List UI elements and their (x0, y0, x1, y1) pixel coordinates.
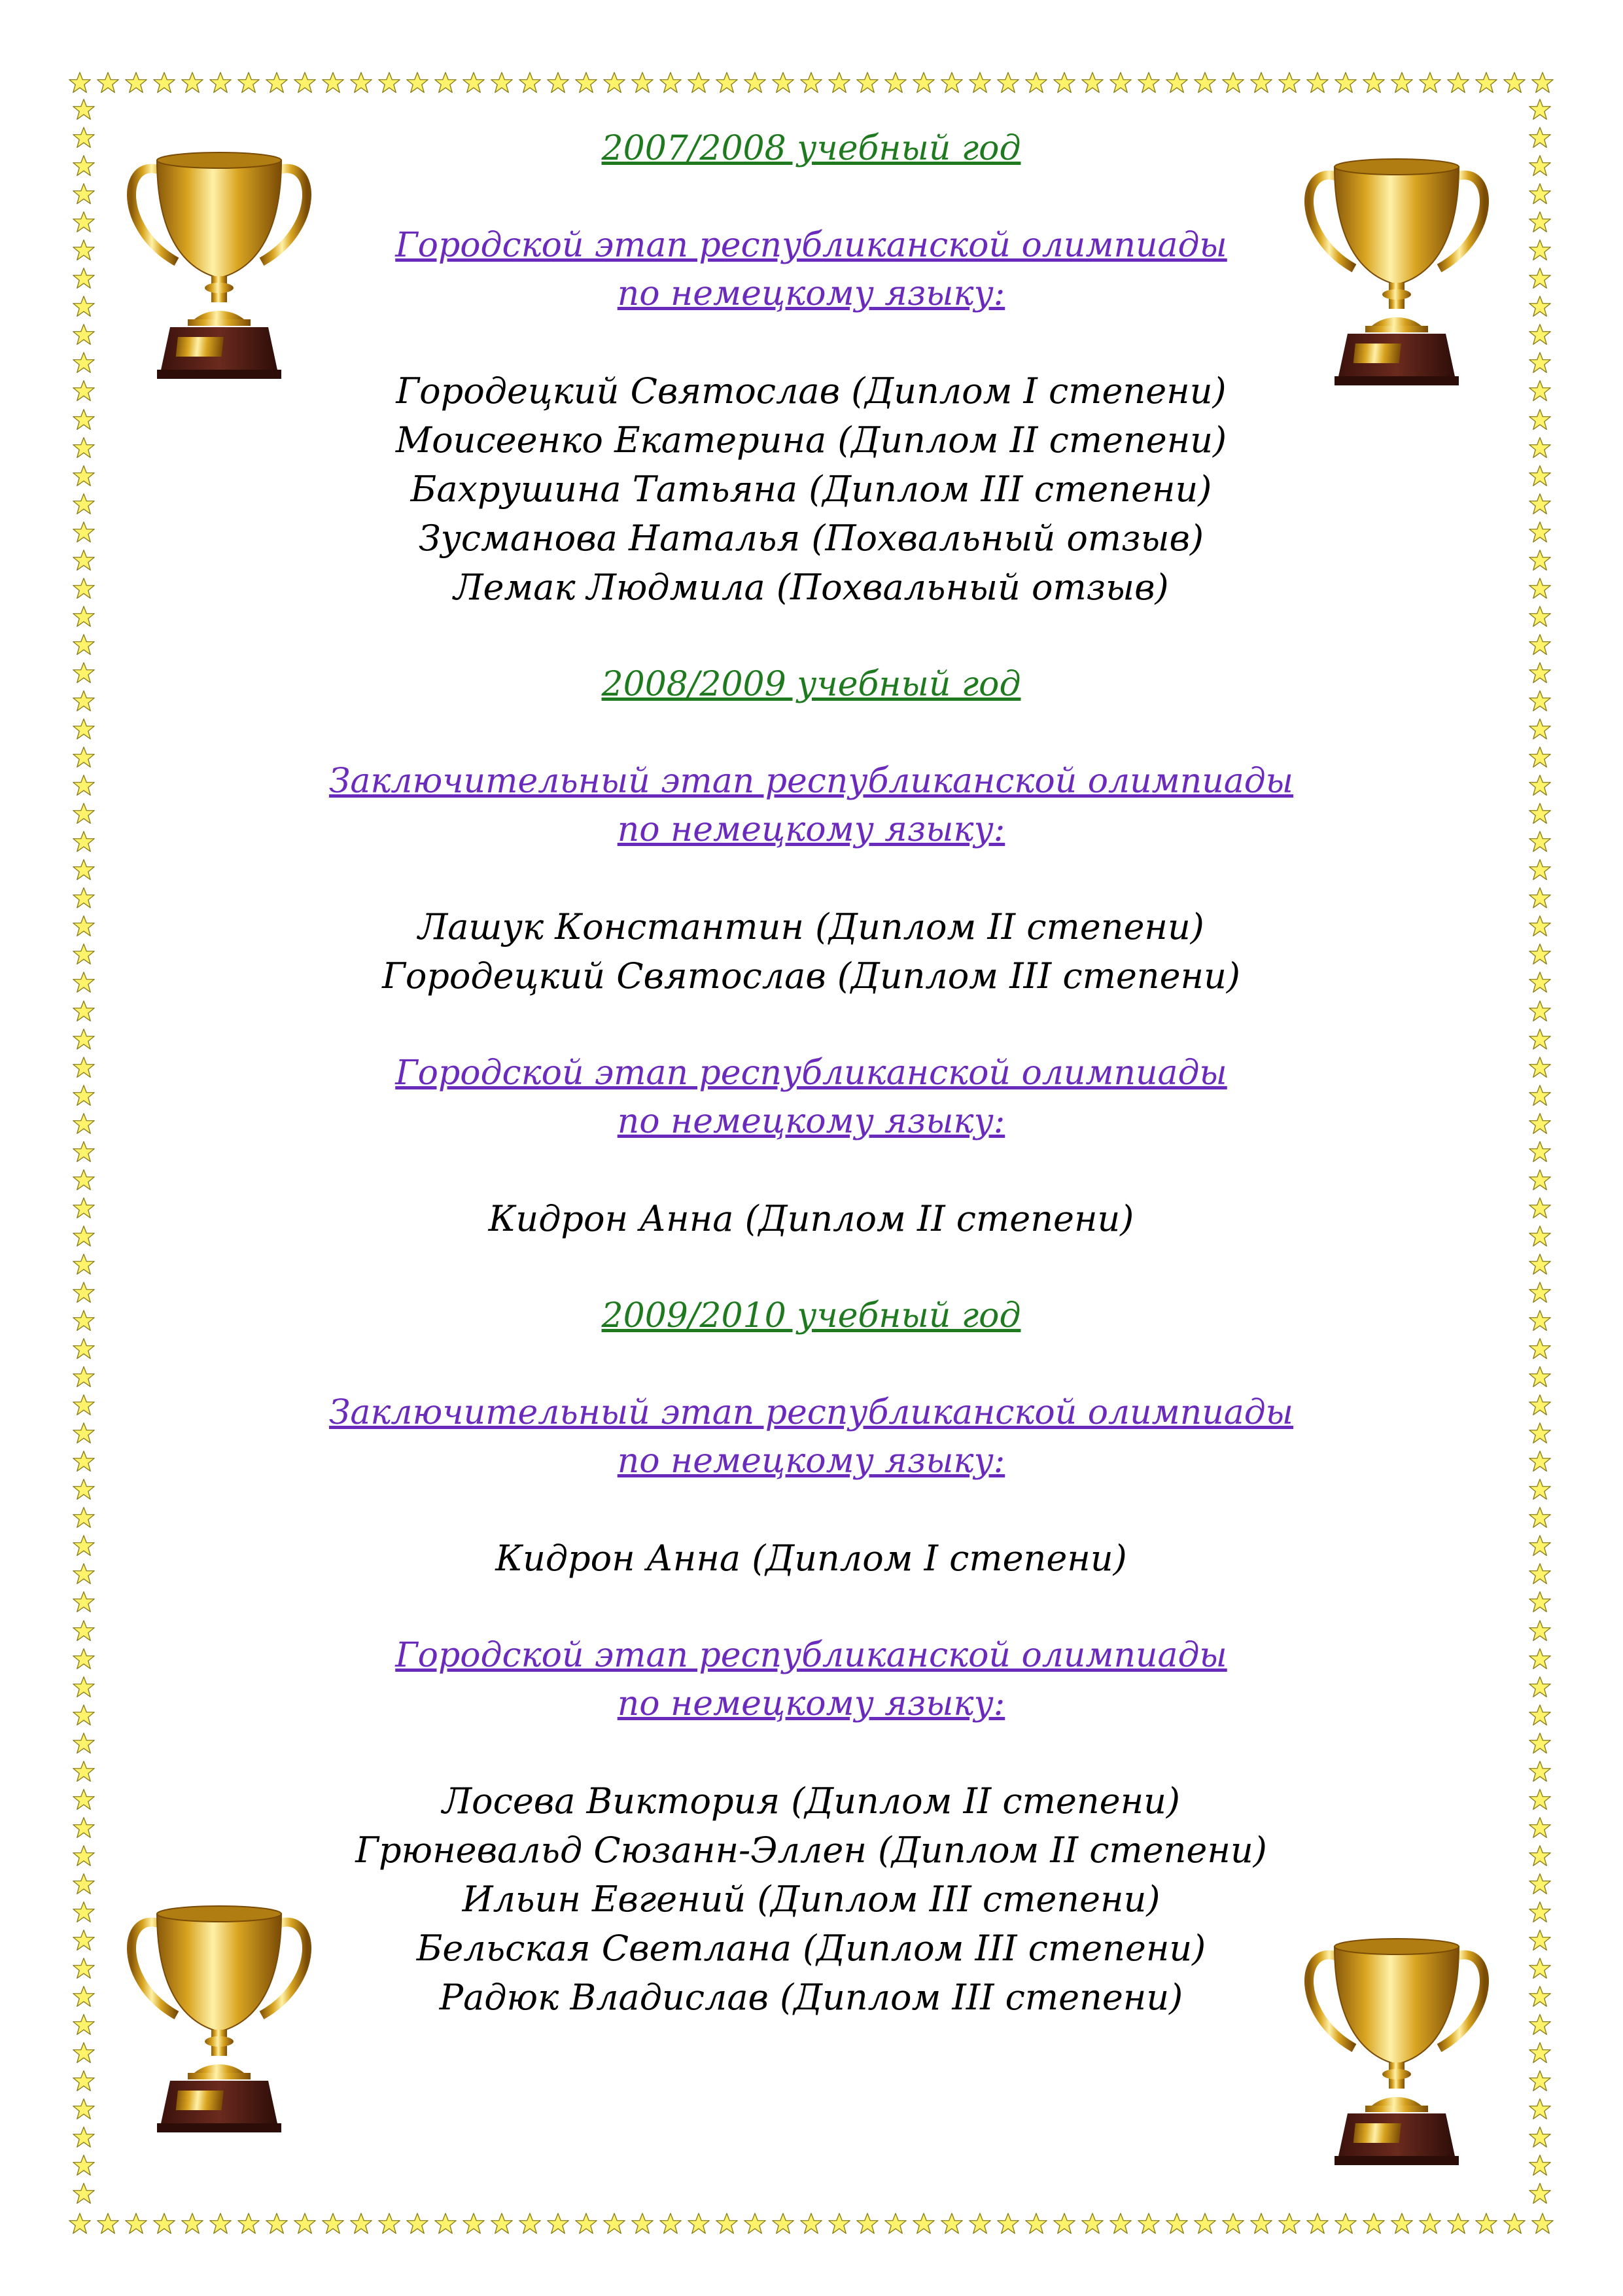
star-icon (73, 211, 95, 233)
star-icon (73, 1563, 95, 1585)
star-icon (73, 126, 95, 149)
star-icon (1531, 2212, 1554, 2234)
star-icon (73, 1901, 95, 1923)
star-icon (73, 1873, 95, 1895)
star-icon (1529, 126, 1551, 149)
star-icon (1503, 2212, 1526, 2234)
star-icon (1529, 408, 1551, 431)
star-icon (997, 2212, 1019, 2234)
star-icon (73, 549, 95, 571)
star-icon (1250, 2212, 1272, 2234)
star-icon (1222, 71, 1244, 94)
star-icon (73, 830, 95, 853)
award-entry: Радюк Владислав (Диплом III степени) (439, 1977, 1183, 2018)
star-icon (1529, 1112, 1551, 1135)
star-icon (1025, 71, 1047, 94)
star-icon (603, 2212, 625, 2234)
star-icon (716, 71, 738, 94)
star-icon (1529, 1140, 1551, 1163)
star-icon (744, 71, 766, 94)
star-icon (744, 2212, 766, 2234)
star-icon (688, 71, 710, 94)
star-icon (688, 2212, 710, 2234)
star-icon (1250, 71, 1272, 94)
star-icon (73, 1732, 95, 1754)
star-icon (772, 71, 794, 94)
star-icon (575, 2212, 597, 2234)
star-icon (1529, 1704, 1551, 1726)
star-icon (1529, 802, 1551, 824)
star-icon (1529, 915, 1551, 937)
star-icon (73, 1281, 95, 1303)
star-icon (73, 1000, 95, 1022)
star-icon (941, 2212, 963, 2234)
award-entry: Моисеенко Екатерина (Диплом II степени) (395, 419, 1227, 461)
star-icon (941, 71, 963, 94)
stage-heading: по немецкому языку: (617, 1102, 1005, 1141)
star-icon (1529, 211, 1551, 233)
star-icon (1109, 2212, 1132, 2234)
star-icon (1503, 71, 1526, 94)
star-icon (73, 1056, 95, 1078)
star-icon (209, 2212, 232, 2234)
star-icon (1419, 2212, 1441, 2234)
stage-heading: Заключительный этап республиканской олимпиады (328, 1393, 1294, 1432)
star-icon (350, 2212, 372, 2234)
trophy-icon (1292, 1917, 1501, 2172)
star-icon (1529, 1506, 1551, 1528)
star-border-left (69, 98, 98, 2205)
star-icon (1109, 71, 1132, 94)
star-icon (73, 1760, 95, 1782)
stage-heading: по немецкому языку: (617, 810, 1005, 849)
star-icon (73, 1337, 95, 1360)
star-icon (1529, 295, 1551, 317)
star-icon (1529, 1816, 1551, 1839)
star-icon (1475, 71, 1497, 94)
star-icon (434, 2212, 457, 2234)
star-border-top (69, 68, 1554, 97)
star-icon (1529, 1591, 1551, 1613)
star-icon (73, 887, 95, 909)
star-icon (73, 1225, 95, 1247)
star-icon (1529, 239, 1551, 261)
star-icon (1529, 1732, 1551, 1754)
stage-heading: по немецкому языку: (617, 274, 1005, 313)
star-icon (73, 943, 95, 965)
star-icon (1391, 71, 1413, 94)
star-icon (969, 2212, 991, 2234)
star-icon (1529, 887, 1551, 909)
star-icon (73, 1478, 95, 1500)
star-icon (73, 1197, 95, 1219)
star-icon (856, 2212, 879, 2234)
award-entry: Кидрон Анна (Диплом II степени) (488, 1198, 1134, 1239)
award-entry: Лашук Константин (Диплом II степени) (418, 906, 1204, 947)
star-icon (913, 2212, 935, 2234)
star-icon (1391, 2212, 1413, 2234)
year-heading: 2009/2010 учебный год (601, 1296, 1021, 1335)
star-icon (1529, 351, 1551, 374)
star-icon (69, 71, 91, 94)
star-icon (73, 239, 95, 261)
star-icon (1529, 718, 1551, 740)
star-icon (237, 71, 260, 94)
star-border-bottom (69, 2209, 1554, 2238)
award-entry: Лосева Виктория (Диплом II степени) (442, 1780, 1180, 1822)
star-icon (1529, 943, 1551, 965)
year-heading: 2008/2009 учебный год (601, 665, 1021, 704)
star-icon (266, 2212, 288, 2234)
star-icon (1529, 521, 1551, 543)
star-icon (1529, 154, 1551, 177)
star-border-right (1526, 98, 1554, 2205)
star-icon (73, 662, 95, 684)
star-icon (1529, 774, 1551, 796)
star-icon (575, 71, 597, 94)
star-icon (1529, 1929, 1551, 1951)
star-icon (73, 1028, 95, 1050)
star-icon (237, 2212, 260, 2234)
star-icon (1529, 1845, 1551, 1867)
star-icon (1529, 98, 1551, 120)
star-icon (1529, 2041, 1551, 2064)
star-icon (1529, 746, 1551, 768)
stage-heading: Заключительный этап республиканской олимпиады (328, 762, 1294, 801)
star-icon (73, 1169, 95, 1191)
star-icon (519, 71, 541, 94)
star-icon (1081, 71, 1104, 94)
star-icon (631, 71, 654, 94)
star-icon (1529, 1957, 1551, 1979)
star-icon (631, 2212, 654, 2234)
star-icon (462, 71, 485, 94)
star-icon (73, 605, 95, 627)
stage-heading: по немецкому языку: (617, 1684, 1005, 1723)
star-icon (1222, 2212, 1244, 2234)
star-icon (73, 1366, 95, 1388)
star-icon (73, 2126, 95, 2148)
award-entry: Ильин Евгений (Диплом III степени) (462, 1879, 1161, 1920)
star-icon (1529, 1281, 1551, 1303)
star-icon (659, 71, 682, 94)
star-icon (1531, 71, 1554, 94)
star-icon (1529, 1648, 1551, 1670)
star-icon (1529, 549, 1551, 571)
star-icon (1529, 380, 1551, 402)
star-icon (1529, 971, 1551, 993)
star-icon (1529, 1028, 1551, 1050)
star-icon (73, 774, 95, 796)
star-icon (73, 323, 95, 345)
star-icon (1194, 2212, 1216, 2234)
star-icon (1166, 71, 1188, 94)
trophy-icon (1292, 137, 1501, 393)
star-icon (1529, 1197, 1551, 1219)
star-icon (294, 71, 316, 94)
star-icon (1529, 1253, 1551, 1275)
star-icon (1529, 690, 1551, 712)
star-icon (73, 1676, 95, 1698)
star-icon (73, 1845, 95, 1867)
star-icon (1447, 71, 1469, 94)
star-icon (1025, 2212, 1047, 2234)
star-icon (884, 2212, 907, 2234)
star-icon (125, 71, 147, 94)
star-icon (73, 1140, 95, 1163)
star-icon (1529, 1422, 1551, 1444)
award-entry: Бахрушина Татьяна (Диплом III степени) (410, 468, 1212, 510)
star-icon (1475, 2212, 1497, 2234)
star-icon (1053, 2212, 1075, 2234)
star-icon (73, 2070, 95, 2092)
star-icon (73, 465, 95, 487)
star-icon (772, 2212, 794, 2234)
award-entry: Зусманова Наталья (Похвальный отзыв) (418, 518, 1204, 559)
star-icon (69, 2212, 91, 2234)
star-icon (1529, 1056, 1551, 1078)
star-icon (659, 2212, 682, 2234)
star-icon (1529, 1084, 1551, 1106)
star-icon (1529, 2126, 1551, 2148)
star-icon (73, 1788, 95, 1810)
star-icon (294, 2212, 316, 2234)
star-icon (1529, 1169, 1551, 1191)
star-icon (73, 436, 95, 459)
star-icon (1529, 267, 1551, 289)
star-icon (1529, 858, 1551, 881)
star-icon (73, 2182, 95, 2204)
star-icon (73, 1648, 95, 1670)
star-icon (884, 71, 907, 94)
star-icon (73, 802, 95, 824)
award-entry: Бельская Светлана (Диплом III степени) (416, 1928, 1206, 1969)
star-icon (73, 521, 95, 543)
star-icon (73, 1506, 95, 1528)
star-icon (97, 71, 119, 94)
star-icon (1529, 1000, 1551, 1022)
stage-heading: по немецкому языку: (617, 1441, 1005, 1481)
star-icon (1363, 71, 1385, 94)
star-icon (547, 71, 569, 94)
star-icon (1194, 71, 1216, 94)
star-icon (406, 2212, 428, 2234)
star-icon (1138, 2212, 1160, 2234)
star-icon (716, 2212, 738, 2234)
star-icon (1529, 2098, 1551, 2120)
star-icon (73, 2154, 95, 2176)
star-icon (406, 71, 428, 94)
star-icon (1529, 1788, 1551, 1810)
star-icon (1529, 183, 1551, 205)
star-icon (73, 690, 95, 712)
star-icon (1335, 71, 1357, 94)
star-icon (73, 380, 95, 402)
star-icon (434, 71, 457, 94)
star-icon (266, 71, 288, 94)
star-icon (1529, 1478, 1551, 1500)
awards-list (314, 124, 1308, 2022)
star-icon (1053, 71, 1075, 94)
star-icon (1529, 830, 1551, 853)
star-icon (73, 2013, 95, 2036)
star-icon (828, 71, 850, 94)
star-icon (153, 71, 175, 94)
star-icon (969, 71, 991, 94)
star-icon (73, 2041, 95, 2064)
star-icon (73, 718, 95, 740)
star-icon (1278, 2212, 1300, 2234)
star-icon (73, 98, 95, 120)
stage-heading: Городской этап республиканской олимпиады (395, 1053, 1227, 1093)
award-entry: Лемак Людмила (Похвальный отзыв) (453, 567, 1169, 608)
star-icon (1529, 1901, 1551, 1923)
star-icon (181, 71, 203, 94)
star-icon (73, 1394, 95, 1416)
star-icon (73, 267, 95, 289)
star-icon (73, 1985, 95, 2007)
star-icon (1529, 1366, 1551, 1388)
star-icon (1529, 465, 1551, 487)
star-icon (1529, 1563, 1551, 1585)
star-icon (322, 71, 344, 94)
star-icon (1138, 71, 1160, 94)
star-icon (73, 858, 95, 881)
star-icon (73, 154, 95, 177)
star-icon (73, 1309, 95, 1332)
star-icon (1166, 2212, 1188, 2234)
star-icon (1335, 2212, 1357, 2234)
star-icon (1529, 2182, 1551, 2204)
star-icon (1529, 323, 1551, 345)
star-icon (1529, 493, 1551, 515)
star-icon (153, 2212, 175, 2234)
star-icon (1529, 662, 1551, 684)
star-icon (491, 2212, 513, 2234)
star-icon (73, 295, 95, 317)
award-entry: Городецкий Святослав (Диплом III степени) (382, 955, 1240, 997)
star-icon (209, 71, 232, 94)
star-icon (491, 71, 513, 94)
star-icon (1529, 577, 1551, 599)
star-icon (997, 71, 1019, 94)
star-icon (1529, 1760, 1551, 1782)
star-icon (73, 1929, 95, 1951)
star-icon (73, 971, 95, 993)
star-icon (73, 633, 95, 656)
star-icon (73, 1112, 95, 1135)
trophy-icon (114, 1884, 324, 2140)
star-icon (73, 1253, 95, 1275)
star-icon (1363, 2212, 1385, 2234)
stage-heading: Городской этап республиканской олимпиады (395, 226, 1227, 265)
star-icon (1529, 1534, 1551, 1557)
award-entry: Кидрон Анна (Диплом I степени) (495, 1538, 1127, 1579)
star-icon (913, 71, 935, 94)
star-icon (800, 2212, 822, 2234)
star-icon (828, 2212, 850, 2234)
star-icon (378, 2212, 400, 2234)
star-icon (1306, 71, 1329, 94)
star-icon (1529, 605, 1551, 627)
star-icon (73, 1704, 95, 1726)
award-entry: Грюневальд Сюзанн-Эллен (Диплом II степени) (355, 1829, 1267, 1871)
star-icon (1529, 633, 1551, 656)
star-icon (519, 2212, 541, 2234)
star-icon (1529, 1676, 1551, 1698)
star-icon (73, 915, 95, 937)
star-icon (1529, 1619, 1551, 1642)
star-icon (462, 2212, 485, 2234)
star-icon (73, 1084, 95, 1106)
star-icon (73, 1619, 95, 1642)
star-icon (350, 71, 372, 94)
star-icon (1529, 1985, 1551, 2007)
star-icon (97, 2212, 119, 2234)
star-icon (73, 408, 95, 431)
star-icon (1529, 1450, 1551, 1472)
trophy-icon (114, 131, 324, 386)
star-icon (1529, 2070, 1551, 2092)
star-icon (1447, 2212, 1469, 2234)
star-icon (1278, 71, 1300, 94)
star-icon (73, 577, 95, 599)
stage-heading: Городской этап республиканской олимпиады (395, 1636, 1227, 1675)
star-icon (1419, 71, 1441, 94)
star-icon (1529, 1309, 1551, 1332)
star-icon (125, 2212, 147, 2234)
star-icon (1529, 1337, 1551, 1360)
star-icon (378, 71, 400, 94)
award-entry: Городецкий Святослав (Диплом I степени) (396, 370, 1227, 412)
star-icon (856, 71, 879, 94)
star-icon (322, 2212, 344, 2234)
star-icon (547, 2212, 569, 2234)
star-icon (73, 1450, 95, 1472)
star-icon (73, 1534, 95, 1557)
star-icon (1081, 2212, 1104, 2234)
star-icon (73, 1591, 95, 1613)
star-icon (1529, 2154, 1551, 2176)
star-icon (603, 71, 625, 94)
star-icon (73, 2098, 95, 2120)
star-icon (73, 493, 95, 515)
star-icon (181, 2212, 203, 2234)
star-icon (73, 1816, 95, 1839)
star-icon (800, 71, 822, 94)
year-heading: 2007/2008 учебный год (601, 129, 1021, 168)
star-icon (1529, 1873, 1551, 1895)
star-icon (1529, 2013, 1551, 2036)
star-icon (73, 183, 95, 205)
star-icon (73, 746, 95, 768)
star-icon (73, 1422, 95, 1444)
star-icon (73, 1957, 95, 1979)
star-icon (1306, 2212, 1329, 2234)
star-icon (1529, 1394, 1551, 1416)
star-icon (1529, 1225, 1551, 1247)
star-icon (1529, 436, 1551, 459)
star-icon (73, 351, 95, 374)
